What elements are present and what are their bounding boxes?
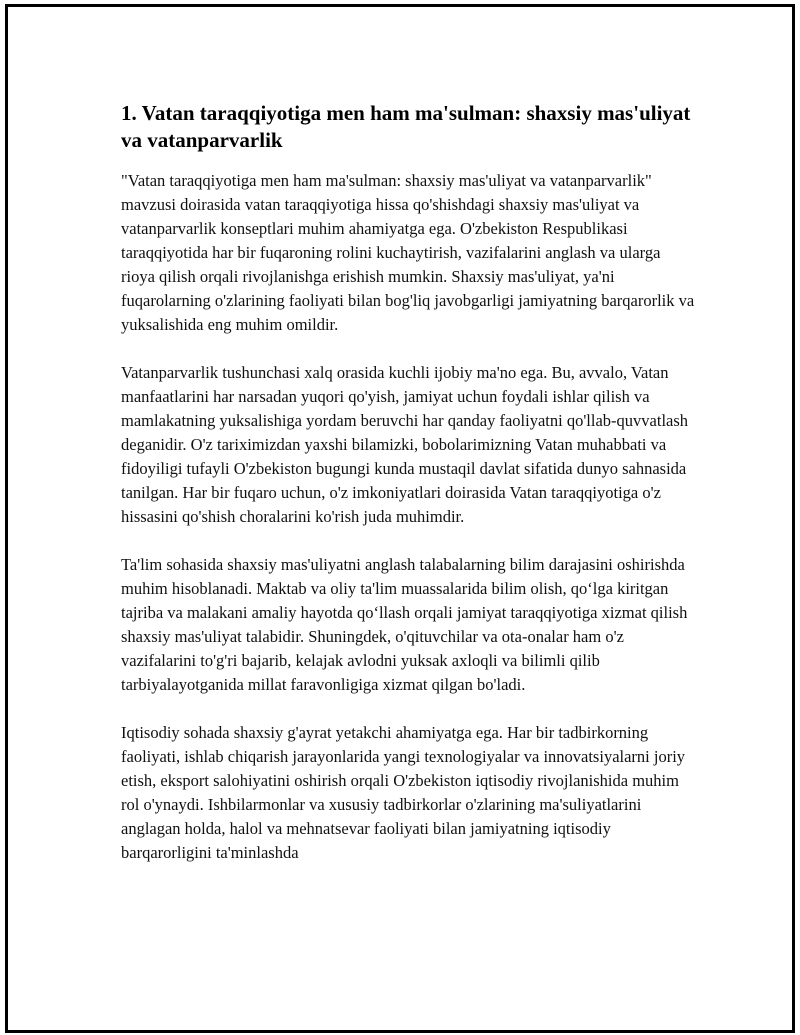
document-body [121,100,696,889]
paragraph-3: Ta'lim sohasida shaxsiy mas'uliyatni anglash talabalarning bilim darajasini oshirishda muhim hisoblanadi. Maktab va oliy ta'lim muassalarida bilim olish, qo‘lga kiritgan tajriba va malakani amaliy hayotda qo‘llash orqali jamiyat taraqqiyotiga xizmat qilish shaxsiy mas'uliyat talabidir. Shuningdek, o'qituvchilar va ota-onalar ham o'z vazifalarini to'g'ri bajarib, kelajak avlodni yuksak axloqli va bilimli qilib tarbiyalayotganida millat faravonligiga xizmat qilgan bo'ladi. [121,555,688,694]
paragraph-1: "Vatan taraqqiyotiga men ham ma'sulman: shaxsiy mas'uliyat va vatanparvarlik" mavzusi doirasida vatan taraqqiyotiga hissa qo'shishdagi shaxsiy mas'uliyat va vatanparvarlik konseptlari muhim ahamiyatga ega. O'zbekiston Respublikasi taraqqiyotida har bir fuqaroning rolini kuchaytirish, vazifalarini anglash va ularga rioya qilish orqali rivojlanishga erishish mumkin. Shaxsiy mas'uliyat, ya'ni fuqarolarning o'zlarining faoliyati bilan bog'liq javobgarligi jamiyatning barqarorlik va yuksalishida eng muhim omildir. [121,171,695,334]
paragraph-4: Iqtisodiy sohada shaxsiy g'ayrat yetakchi ahamiyatga ega. Har bir tadbirkorning faoliyati, ishlab chiqarish jarayonlarida yangi texnologiyalar va innovatsiyalarni joriy etish, eksport salohiyatini oshirish orqali O'zbekiston iqtisodiy rivojlanishida muhim rol o'ynaydi. Ishbilarmonlar va xususiy tadbirkorlar o'zlarining ma'suliyatlarini anglagan holda, halol va mehnatsevar faoliyati bilan jamiyatning iqtisodiy barqarorligini ta'minlashda [121,723,686,862]
document-page [5,4,795,1033]
section-heading: 1. Vatan taraqqiyotiga men ham ma'sulman: shaxsiy mas'uliyat va vatanparvarlik [121,101,691,152]
paragraph-2: Vatanparvarlik tushunchasi xalq orasida kuchli ijobiy ma'no ega. Bu, avvalo, Vatan manfaatlarini har narsadan yuqori qo'yish, jamiyat uchun foydali ishlar qilish va mamlakatning yuksalishiga yordam beruvchi har qanday faoliyatni qo'llab-quvvatlash deganidir. O'z tariximizdan yaxshi bilamizki, bobolarimizning Vatan muhabbati va fidoyiligi tufayli O'zbekiston bugungi kunda mustaqil davlat sifatida dunyo sahnasida tanilgan. Har bir fuqaro uchun, o'z imkoniyatlari doirasida Vatan taraqqiyotiga o'z hissasini qo'shish choralarini ko'rish juda muhimdir. [121,363,689,526]
